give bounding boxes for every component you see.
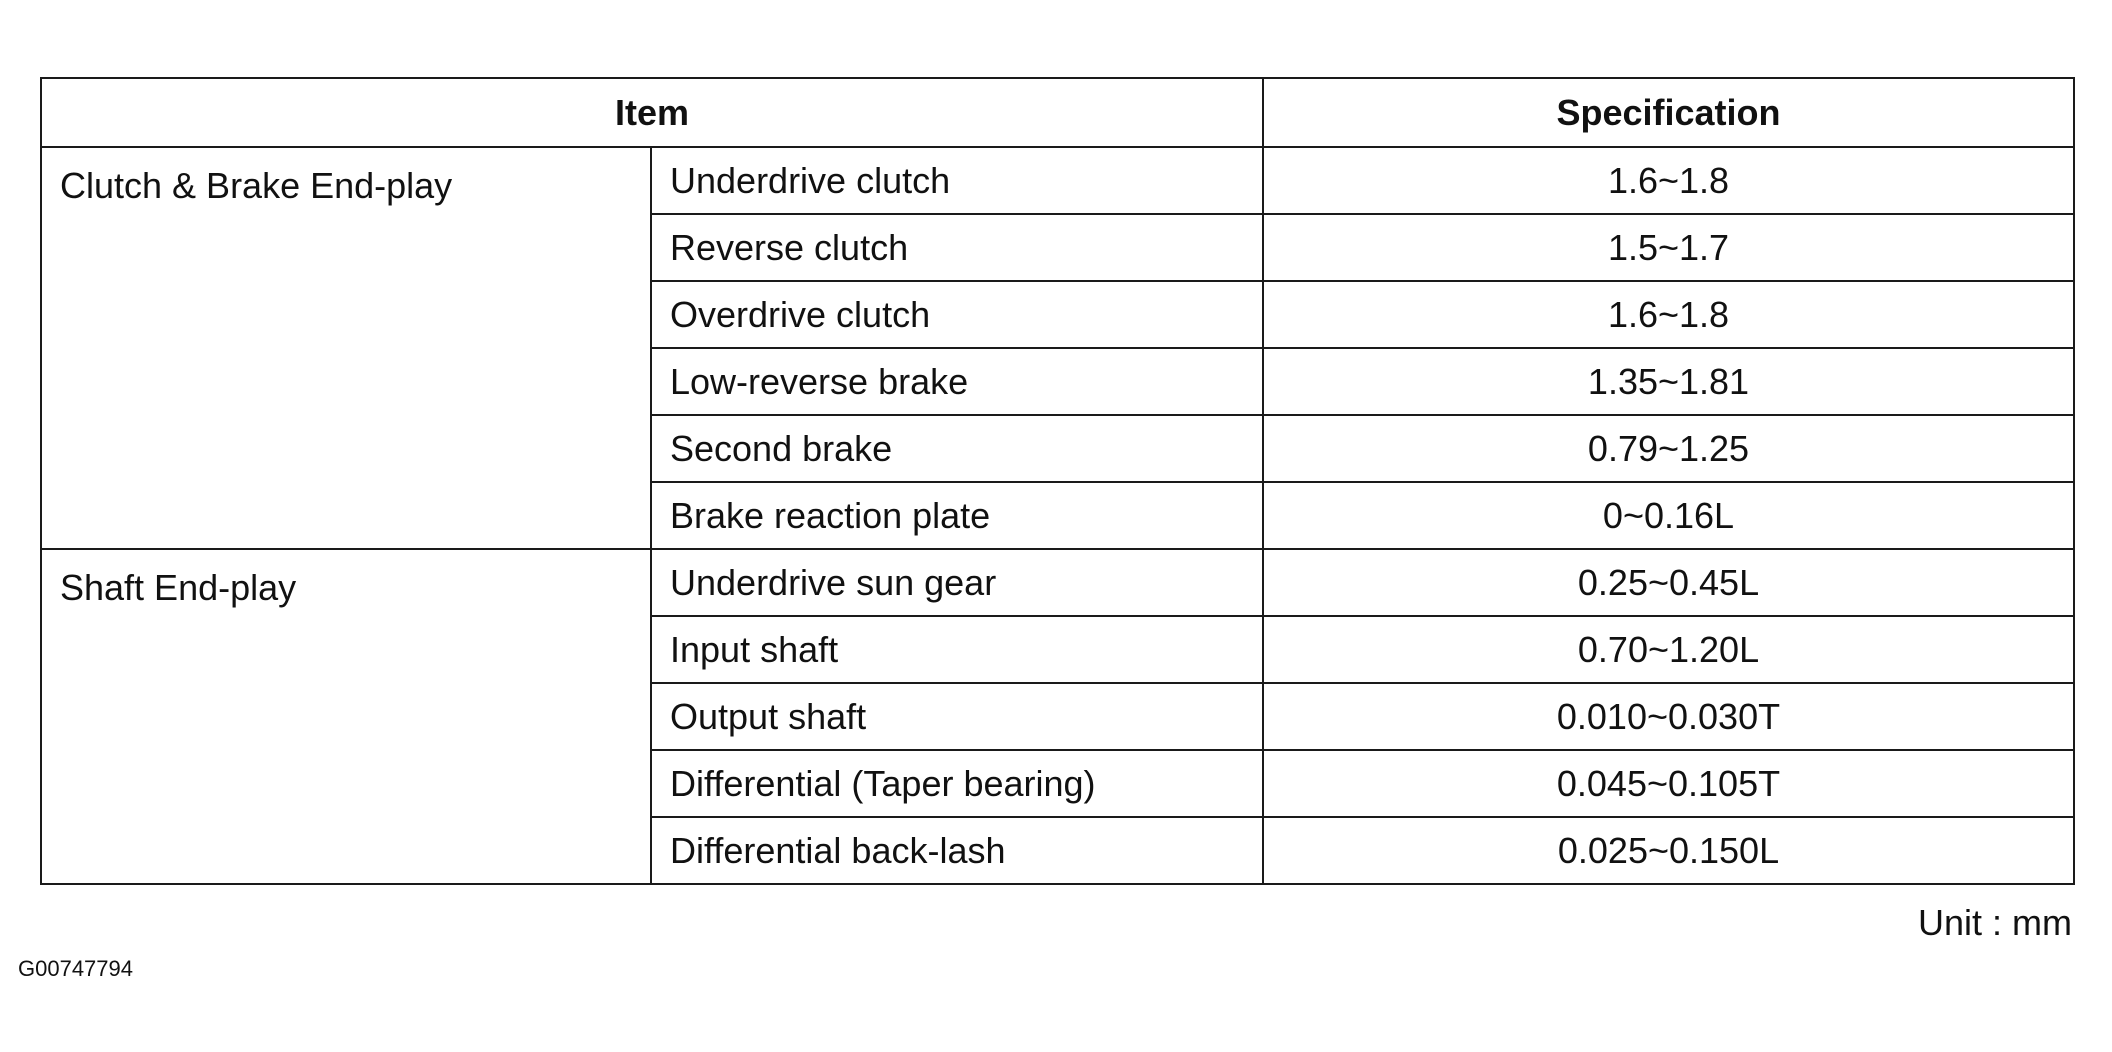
group-label-shaft: Shaft End-play — [41, 549, 651, 884]
item-value: 1.5~1.7 — [1263, 214, 2074, 281]
item-name: Underdrive clutch — [651, 147, 1263, 214]
table-row — [41, 549, 2074, 616]
item-name: Output shaft — [651, 683, 1263, 750]
item-value: 0~0.16L — [1263, 482, 2074, 549]
item-name: Differential (Taper bearing) — [651, 750, 1263, 817]
item-name: Overdrive clutch — [651, 281, 1263, 348]
table-header-row — [41, 78, 2074, 147]
item-value: 0.70~1.20L — [1263, 616, 2074, 683]
figure-id: G00747794 — [18, 956, 133, 981]
item-name: Second brake — [651, 415, 1263, 482]
header-specification: Specification — [1263, 78, 2074, 147]
item-value: 0.79~1.25 — [1263, 415, 2074, 482]
item-value: 0.025~0.150L — [1263, 817, 2074, 884]
group-label-clutch-brake: Clutch & Brake End-play — [41, 147, 651, 549]
item-value: 1.35~1.81 — [1263, 348, 2074, 415]
item-name: Brake reaction plate — [651, 482, 1263, 549]
item-value: 0.010~0.030T — [1263, 683, 2074, 750]
item-name: Reverse clutch — [651, 214, 1263, 281]
item-value: 0.045~0.105T — [1263, 750, 2074, 817]
item-name: Low-reverse brake — [651, 348, 1263, 415]
item-name: Input shaft — [651, 616, 1263, 683]
item-value: 1.6~1.8 — [1263, 281, 2074, 348]
specification-table — [40, 77, 2075, 885]
item-value: 0.25~0.45L — [1263, 549, 2074, 616]
item-name: Underdrive sun gear — [651, 549, 1263, 616]
header-item: Item — [41, 78, 1263, 147]
unit-label: Unit : mm — [1917, 902, 2072, 943]
item-name: Differential back-lash — [651, 817, 1263, 884]
item-value: 1.6~1.8 — [1263, 147, 2074, 214]
table-row — [41, 147, 2074, 214]
